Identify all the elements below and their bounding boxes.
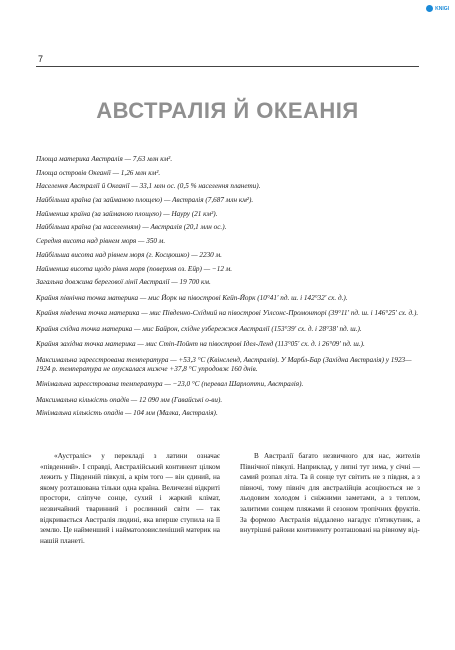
body-column-left — [40, 451, 220, 546]
fact-item: Площа островів Океанії — 1,26 млн км². — [36, 168, 161, 177]
fact-item: Крайня західна точка материка — мис Стіп-Пойнт на півострові Ідел-Ленд (113°05' сх. д. і 26°09' пд. ш.). — [36, 340, 365, 349]
fact-item: Максимальна зареєстрована температура — +53,3 °С (Квінсленд, Австралія). У Марбл-Бар (Західна Австралія) у 1923—1924 р. температура не опускалася нижче +37,8 °С упродовж 160 днів. — [36, 355, 412, 373]
fact-item: Найбільша країна (за займаною площею) — Австралія (7,687 млн км²). — [36, 196, 254, 205]
fact-item: Загальна довжина берегової лінії Австралії — 19 700 км. — [36, 278, 211, 287]
fact-item: Крайня північна точка материка — мис Йорк на півострові Кейп-Йорк (10°41' пд. ш. і 142°32' сх. д.). — [36, 293, 348, 302]
fact-item: Найбільша країна (за населенням) — Австралія (20,1 млн ос.). — [36, 223, 227, 232]
fact-item: Найменша висота щодо рівня моря (поверхня оз. Ейр) — −12 м. — [36, 264, 233, 273]
fact-item: Максимальна кількість опадів — 12 090 мм (Гавайські о-ви). — [36, 395, 223, 404]
fact-item: Мінімальна кількість опадів — 104 мм (Малка, Австралія). — [36, 409, 218, 418]
body-text — [40, 451, 420, 546]
fact-item: Середня висота над рівнем моря — 350 м. — [36, 237, 166, 246]
fact-item: Площа материка Австралія — 7,63 млн км². — [36, 155, 173, 163]
paragraph: «Аустраліс» у перекладі з латини означає «південний». І справді, Австралійський континент цілком лежить у Південній півкулі, а крім того — він єдиний, на якому розташована тільки одна країна. Величезні відкриті простори, сліпуче сонце, сухий і жаркий клімат, незвичайний тваринний і рослинний світи — так відкривається Австралія людині, яка вперше ступила на її землю. Це найменший і найматоловисленіший материк на нашій планеті. — [40, 452, 220, 545]
header-rule — [36, 66, 419, 67]
paragraph: В Австралії багато незвичного для нас, жителів Північної півкулі. Наприклад, у липні тут зима, у січні — самий розпал літа. Та й сонце тут світить не з півдня, а з півночі, тому північ для австралійців асоціюється не з льодовим холодом і сніжними заметами, а з теплом, залитими сонцем пляжами й сезоном тропічних фруктів. За формою Австралія віддалено нагадує п'ятикутник, а внутрішні райони континенту розташовані на рівному від- — [240, 452, 420, 535]
fact-item: Найбільша висота над рівнем моря (г. Косцюшко) — 2230 м. — [36, 250, 222, 259]
facts-list — [36, 155, 419, 423]
fact-item: Крайня південна точка материка — мис Південно-Східний на півострові Уілсонс-Промонторі (39°11' пд. ш. і 146°25' сх. д.). — [36, 309, 419, 318]
page-title: АВСТРАЛІЯ Й ОКЕАНІЯ — [96, 98, 359, 123]
fact-item: Крайня східна точка материка — мис Байрон, східне узбережжя Австралії (153°39' сх. д. і 28°38' пд. ш.). — [36, 324, 362, 333]
fact-item: Мінімальна зареєстрована температура — −23,0 °С (перевал Шарлотти, Австралія). — [36, 380, 304, 389]
badge-label: KNIGI — [435, 5, 449, 12]
page-number: 7 — [38, 54, 44, 64]
body-column-right — [240, 451, 420, 546]
fact-item: Населення Австралії й Океанії — 33,1 млн ос. (0,5 % населення планети). — [36, 182, 261, 191]
fact-item: Найменша країна (за займаною площею) — Науру (21 км²). — [36, 209, 218, 218]
publisher-badge — [426, 4, 449, 13]
badge-circle-icon — [426, 5, 433, 12]
